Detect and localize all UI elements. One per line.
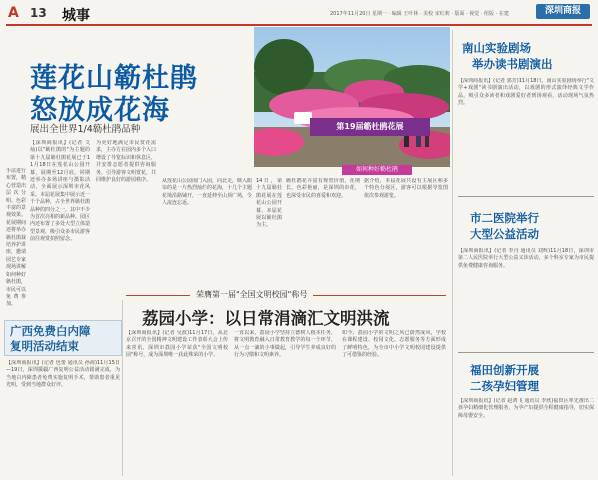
column-divider: [452, 30, 453, 476]
column-divider-left: [122, 300, 123, 476]
header-rule: [6, 24, 592, 26]
page-number: 13: [30, 6, 47, 20]
feature-body-col2: 一直以来，荔园小学坚持立德树人根本任务，将文明教育融入日常教育教学的每一个环节，从一点一滴的小事做起，引导学生养成良好的行为习惯和文明素养。: [234, 330, 336, 359]
feature-body-col1: 【深圳商报讯】(记者 吴波)11月17日，从北京召开的全国精神文明建设工作表彰大会上传来喜讯，深圳市荔园小学荣获"全国文明校园"称号，成为深圳唯一获此殊荣的小学。: [126, 330, 228, 359]
date-line: 2017年11月20日 星期一 · 编辑 王叶林 · 美校 宋红莉 · 版面 · 视觉 · 组版 · 在建: [330, 11, 509, 17]
side-rule-2: [458, 352, 594, 353]
lead-subtitle: 展出全世界1/4簕杜鹃品种: [30, 124, 141, 135]
side1-body: 【深圳商报讯】(记者 郭芳)11月18日，南山实验剧场举行"文学+戏剧"读书剧演出活动，以戏剧的形式演绎经典文学作品，吸引众多读者和戏剧爱好者到场观看，活动现场气氛热烈。: [458, 78, 594, 107]
lead-side-col-b: 簕杜鹃花卉富有观赏价值，花期长、色彩艳丽，是深圳的市花，也深受市民的喜爱和欢迎。: [286, 178, 360, 199]
side3-body: 【深圳商报讯】(记者 赵鸿飞 通讯员 李欣)福田区率先推出二孩孕妇精细化管理服务，为孕产妇提供全程健康指导，切实保障母婴安全。: [458, 398, 594, 419]
lead-body-col4: 从莲花山公园南门入园，向北走，映入眼帘的是一片热烈灿烂的花海，十几个主题花境沿路铺开，一直延伸至山顶广场，令人流连忘返。: [162, 178, 252, 207]
feature-bar-text: 荣膺第一届"全国文明校园"称号: [190, 289, 313, 300]
ad-title-line1: 广西免费白内障: [10, 324, 91, 338]
side2-title-line1: 市二医院举行: [470, 211, 539, 225]
side3-title-line2: 二孩孕妇管理: [470, 379, 539, 393]
lead-title-line1: 莲花山簕杜鹃: [30, 63, 198, 94]
side1-title-line1: 南山实验剧场: [462, 41, 531, 55]
side-rule-1: [458, 196, 594, 197]
ad-body: 【深圳商报讯】(记者 包蕾 通讯员 孙海)11月15日—19日，深圳援疆广西复明公益活动圆满完成，为当地白内障患者免费实施复明手术，帮助患者重见光明，受到当地群众好评。: [6, 360, 120, 389]
side2-body: 【深圳商报讯】(记者 李丹 通讯员 刘辉)11月18日，深圳市第二人民医院举行大型公益义诊活动，多个科室专家为市民提供免费健康咨询服务。: [458, 248, 594, 269]
section-letter: A: [8, 5, 19, 21]
photo-banner: 第19届簕杜鹃花展: [310, 118, 430, 136]
side2-title-line2: 大型公益活动: [470, 227, 539, 241]
lead-body-col1: 【深圳商报讯】(记者 文灿)以"簕杜鹃的"为主题的第十九届簕杜鹃花展已于11月18日在莲花山公园开幕，展期至12月底，同期还举办多场讲座与摄影活动，全面展示深圳市花风采。本届花展集中展示近一千个品种，占全世界簕杜鹃品种的四分之一，其中不少为首次亮相的新品种。园区内还布置了多处大型立体造型景观，吸引众多市民游客前往观赏拍照留念。: [30, 140, 90, 243]
ad-title-line2: 复明活动结束: [10, 339, 79, 353]
lead-side-col-c: 据介绍，本届花展共设有主展区和多个特色分展区，游客可以根据导览图依次参观游览。: [364, 178, 448, 199]
feature-body-col3: 如今，荔园小学的文明之风已蔚然成风，学校在课程建设、校园文化、志愿服务等方面形成了鲜明特色，为全市中小学文明校园建设提供了可借鉴的经验。: [342, 330, 446, 359]
side1-title-line2: 举办读书剧演出: [472, 57, 553, 71]
section-name: 城事: [62, 8, 90, 24]
newspaper-logo: 深圳商报: [536, 4, 590, 19]
lead-side-col-a: 14日，第十九届簕杜鹃花展在莲花山公园开幕，本届花展以簕杜鹃为主。: [256, 178, 282, 229]
photo-caption: 如何种好簕杜鹃: [342, 165, 412, 175]
page-header: [0, 0, 598, 26]
lead-title-line2: 怒放成花海: [30, 95, 170, 126]
feature-title: 荔园小学：以日常涓滴汇文明洪流: [142, 309, 390, 328]
lead-photo: [254, 27, 450, 167]
lead-body-col3: 手法进行布置，精心营造出层次分明、色彩丰富的景观效果。花展期间还将举办簕杜鹃栽培养护讲座，邀请园艺专家现场讲解如何种好簕杜鹃，市民可以免费参加。: [6, 168, 26, 308]
side3-title-line1: 福田创新开展: [470, 363, 539, 377]
lead-body-col2: 为更好地满足市民赏花需求，主办方在园内多个入口增设了导览标识和休息区，并安排志愿者提供咨询服务，引导游客文明赏花，共同维护良好的游园秩序。: [96, 140, 156, 184]
